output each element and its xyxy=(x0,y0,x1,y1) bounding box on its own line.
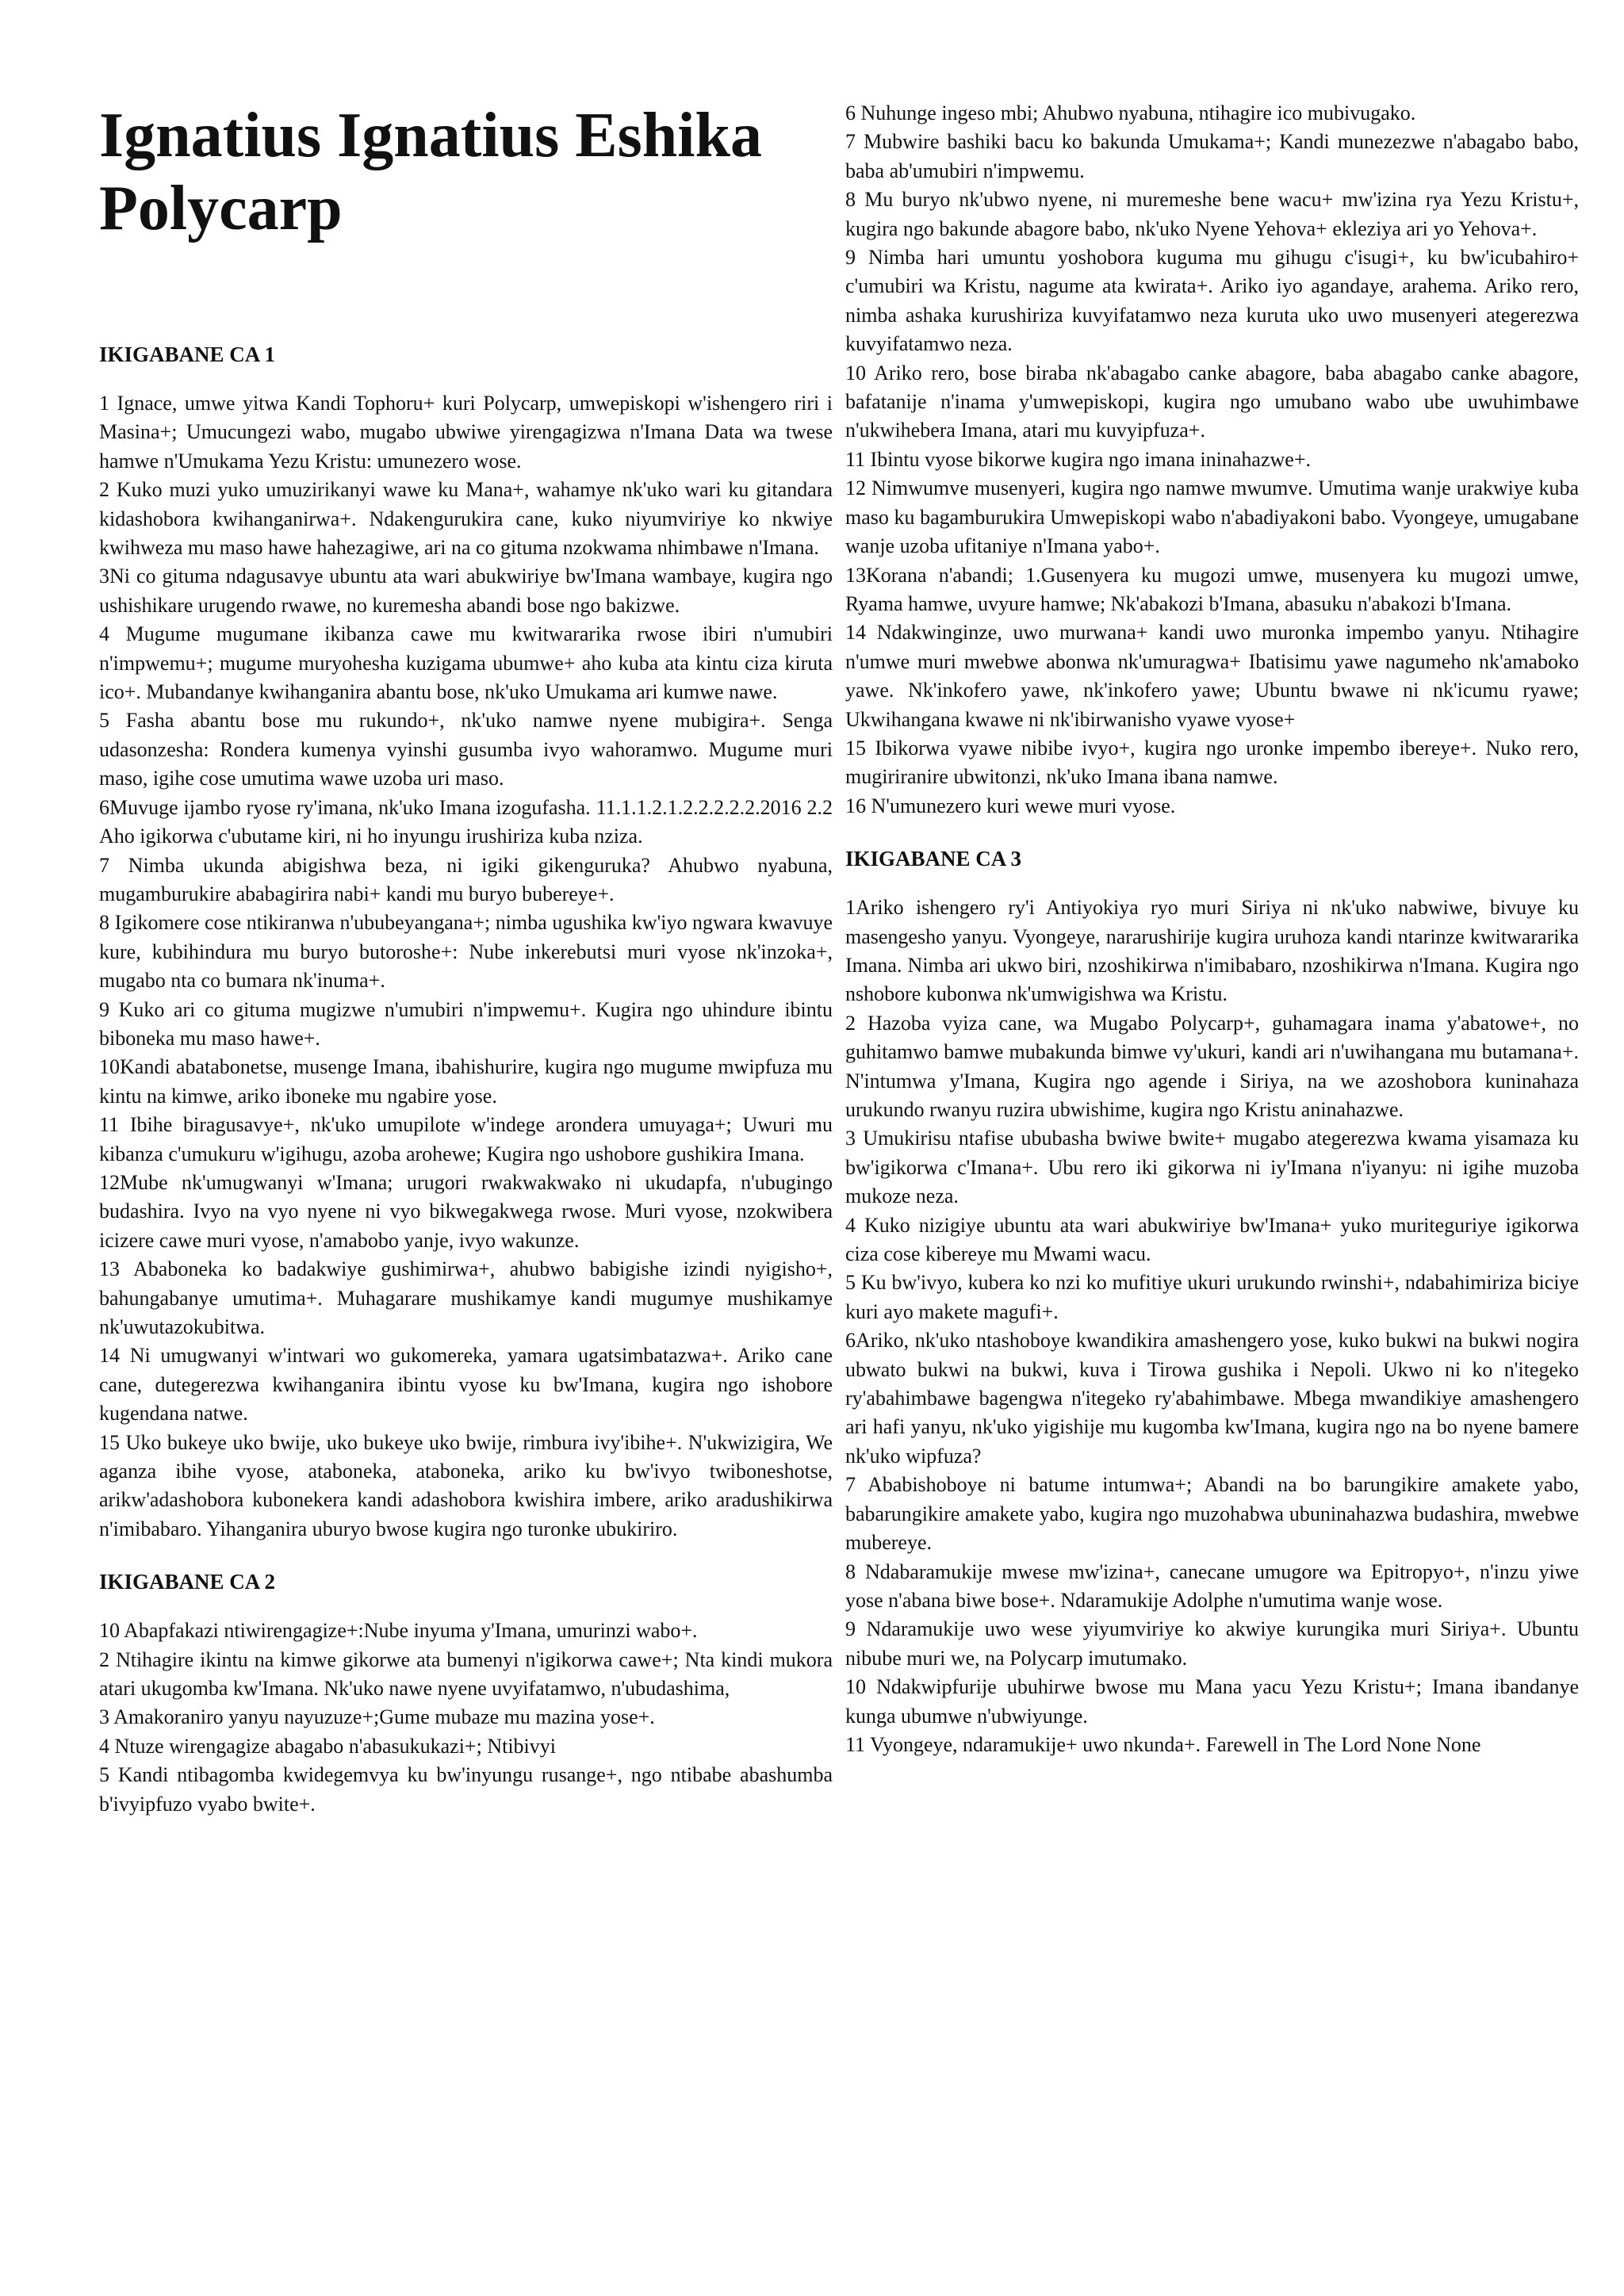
paragraph: 4 Kuko nizigiye ubuntu ata wari abukwiriye bw'Imana+ yuko muriteguriye igikorwa ciza cose kibereye mu Mwami wacu. xyxy=(845,1213,1579,1266)
section xyxy=(845,844,1579,1759)
paragraph: 9 Nimba hari umuntu yoshobora kuguma mu gihugu c'isugi+, ku bw'icubahiro+ c'umubiri wa Kristu, nagume ata kwirata+. Ariko iyo agandaye, arahema. Ariko rero, nimba ashaka kurushiriza kuvyifatamwo neza kuruta uko uwo musenyeri ategerezwa kuvyifatamwo neza. xyxy=(845,246,1579,356)
paragraph: 7 Nimba ukunda abigishwa beza, ni igiki gikenguruka? Ahubwo nyabuna, mugamburukire ababagirira nabi+ kandi mu buryo bubereye+. xyxy=(99,853,833,905)
paragraph: 9 Kuko ari co gituma mugizwe n'umubiri n'impwemu+. Kugira ngo uhindure ibintu biboneka mu maso hawe+. xyxy=(99,997,833,1050)
paragraph: 6Ariko, nk'uko ntashoboye kwandikira amashengero yose, kuko bukwi na bukwi nogira ubwato bukwi na bukwi, kuva i Tirowa gushika i Nepoli. Ukwo ni ko n'itegeko ry'abahimbawe bagengwa n'itegeko ry'abahimbawe. Mbega mwandikiye amashengero ari hafi yanyu, nk'uko yigishije mu kugomba kw'Imana, kugira ngo na bo nyene bamere nk'uko wipfuza? xyxy=(845,1329,1579,1468)
paragraph: 12 Nimwumve musenyeri, kugira ngo namwe mwumve. Umutima wanje urakwiye kuba maso ku bagamburukira Umwepiskopi wabo n'abadiyakoni babo. Vyongeye, umugabane wanje uzoba ufitaniye n'Imana yabo+. xyxy=(845,476,1579,558)
paragraph: 8 Mu buryo nk'ubwo nyene, ni muremeshe bene wacu+ mw'izina rya Yezu Kristu+, kugira ngo bakunde abagore babo, nk'uko Nyene Yehova+ ekleziya ari yo Yehova+. xyxy=(845,188,1579,240)
paragraph: 15 Ibikorwa vyawe nibibe ivyo+, kugira ngo uronke impembo ibereye+. Nuko rero, mugiriranire ubwitonzi, nk'uko Imana ibana namwe. xyxy=(845,736,1579,789)
paragraph: 14 Ndakwinginze, uwo murwana+ kandi uwo muronka impembo yanyu. Ntihagire n'umwe muri mwebwe abonwa nk'umuragwa+ Ibatisimu yawe nagumeho nk'amaboko yawe. Nk'inkofero yawe, nk'inkofero yawe; Ubuntu bwawe ni nk'icumu ryawe; Ukwihangana kwawe ni nk'ibirwanisho vyawe vyose+ xyxy=(845,621,1579,731)
paragraph: 6Muvuge ijambo ryose ry'imana, nk'uko Imana izogufasha. 11.1.1.2.1.2.2.2.2.2.2016 2.2 Aho igikorwa c'ubutame kiri, ni ho inyungu irushiriza kuba nziza. xyxy=(99,795,833,848)
section-heading: IKIGABANE CA 1 xyxy=(99,342,276,366)
paragraph: 4 Ntuze wirengagize abagabo n'abasukukazi+; Ntibivyi xyxy=(99,1734,556,1758)
paragraph: 12Mube nk'umugwanyi w'Imana; urugori rwakwakwako ni ukudapfa, n'ubugingo budashira. Ivyo na vyo nyene ni vyo bikwegakwega rwose. Muri vyose, nzokwibera icizere cawe muri vyose, n'amabobo yanje, ivyo wakunze. xyxy=(99,1170,833,1252)
paragraph: 15 Uko bukeye uko bwije, uko bukeye uko bwije, rimbura ivy'ibihe+. N'ukwizigira, We aganza ibihe vyose, ataboneka, ataboneka, ariko ku bw'ivyo twiboneshotse, arikw'adashobora kubonekera kandi adashobora kwishira imbere, ariko aradushikirwa n'imibabaro. Yihanganira uburyo bwose kugira ngo turonke ubukiriro. xyxy=(99,1430,833,1540)
paragraph: 7 Ababishoboye ni batume intumwa+; Abandi na bo barungikire amakete yabo, babarungikire amakete yabo, kugira ngo muzohabwa ubuninahazwa budashira, mwebwe mubereye. xyxy=(845,1473,1579,1555)
paragraph: 14 Ni umugwanyi w'intwari wo gukomereka, yamara ugatsimbatazwa+. Ariko cane cane, dutegerezwa kwihanganira ibintu vyose ku bw'Imana, kugira ngo ishobore kugendana natwe. xyxy=(99,1344,833,1425)
paragraph: 10 Abapfakazi ntiwirengagize+:Nube inyuma y'Imana, umurinzi wabo+. xyxy=(99,1619,698,1643)
paragraph: 5 Ku bw'ivyo, kubera ko nzi ko mufitiye ukuri urukundo rwinshi+, ndabahimiriza biciye kuri ayo makete magufi+. xyxy=(845,1271,1579,1323)
paragraph: 2 Ntihagire ikintu na kimwe gikorwe ata bumenyi n'igikorwa cawe+; Nta kindi mukora atari ukugomba kw'Imana. Nk'uko nawe nyene uvyifatamwo, n'ubudashima, xyxy=(99,1647,833,1701)
section-heading: IKIGABANE CA 2 xyxy=(99,1570,276,1594)
paragraph: 3 Umukirisu ntafise ububasha bwiwe bwite+ mugabo ategerezwa kwama yisamaza ku bw'igikorwa c'Imana+. Ubu rero iki gikorwa ni iy'Imana n'iyanyu: ni igihe muzoba mukoze neza. xyxy=(845,1127,1579,1208)
paragraph: 5 Fasha abantu bose mu rukundo+, nk'uko namwe nyene mubigira+. Senga udasonzesha: Rondera kumenya vyinshi gusumba ivyo wahoramwo. Mugume muri maso, igihe cose umutima wawe uzoba uri maso. xyxy=(99,709,833,790)
paragraph: 2 Hazoba vyiza cane, wa Mugabo Polycarp+, guhamagara inama y'abatowe+, no guhitamwo bamwe mubakunda bimwe vy'ukuri, kandi ari n'uwihangana mu butamana+. N'intumwa y'Imana, Kugira ngo agende i Siriya, na we azoshobora kuninahaza urukundo rwanyu ruzira ubwishime, kugira ngo Kristu aninahazwe. xyxy=(845,1011,1579,1121)
paragraph: 8 Igikomere cose ntikiranwa n'ububeyangana+; nimba ugushika kw'iyo ngwara kwavuye kure, kubihindura mu buryo butoroshe+: Nube inkerebutsi muri vyose nk'inzoka+, mugabo nta co bumara nk'inuma+. xyxy=(99,911,833,993)
paragraph: 10 Ndakwipfurije ubuhirwe bwose mu Mana yacu Yezu Kristu+; Imana ibandanye kunga ubumwe n'ubwiyunge. xyxy=(845,1675,1579,1728)
paragraph: 10 Ariko rero, bose biraba nk'abagabo canke abagore, baba abagabo canke abagore, bafatanije n'inama y'umwepiskopi, kugira ngo umubano wabo ube uwuhimbawe n'ukwihebera Imana, atari mu kuvyipfuza+. xyxy=(845,361,1579,442)
section xyxy=(99,340,833,1544)
section xyxy=(845,99,1579,821)
paragraph: 6 Nuhunge ingeso mbi; Ahubwo nyabuna, ntihagire ico mubivugako. xyxy=(845,101,1416,124)
section xyxy=(99,1567,833,1819)
document-title: Ignatius Ignatius Eshika Polycarp xyxy=(99,101,762,243)
paragraph: 8 Ndabaramukije mwese mw'izina+, canecane umugore wa Epitropyo+, n'inzu yiwe yose n'abana biwe bose+. Ndaramukije Adolphe n'umutima wanje wose. xyxy=(845,1559,1579,1612)
paragraph: 11 Vyongeye, ndaramukije+ uwo nkunda+. Farewell in The Lord None None xyxy=(845,1732,1481,1756)
paragraph: 16 N'umunezero kuri wewe muri vyose. xyxy=(845,794,1176,817)
right-column xyxy=(845,99,1579,1783)
paragraph: 9 Ndaramukije uwo wese yiyumviriye ko akwiye kurungika muri Siriya+. Ubuntu nibube muri we, na Polycarp imutumako. xyxy=(845,1617,1579,1670)
paragraph: 4 Mugume mugumane ikibanza cawe mu kwitwararika rwose ibiri n'umubiri n'impwemu+; mugume muryohesha kuzigama ubumwe+ aho kuba ata kintu ciza kiruta ico+. Mubandanye kwihanganira abantu bose, nk'uko Umukama ari kumwe nawe. xyxy=(99,622,833,704)
paragraph: 13 Ababoneka ko badakwiye gushimirwa+, ahubwo babigishe izindi nyigisho+, bahungabanye umutima+. Muhagarare mushikamye kandi mugumye mushikamye nk'uwutazokubitwa. xyxy=(99,1257,833,1338)
left-column xyxy=(99,99,833,1843)
paragraph: 7 Mubwire bashiki bacu ko bakunda Umukama+; Kandi munezezwe n'abagabo babo, baba ab'umubiri n'impwemu. xyxy=(845,130,1579,182)
paragraph: 3 Amakoraniro yanyu nayuzuze+;Gume mubaze mu mazina yose+. xyxy=(99,1705,655,1729)
paragraph: 1Ariko ishengero ry'i Antiyokiya ryo muri Siriya ni nk'uko nabwiwe, bivuye ku masengesho yanyu. Vyongeye, nararushirije kugira uruhoza kandi ntarinze kwitwararika Imana. Nimba ari ukwo biri, nzoshikirwa n'imibabaro, nzoshikirwa n'Imana. Kugira ngo nshobore kubonwa nk'umwigishwa wa Kristu. xyxy=(845,896,1579,1006)
paragraph: 10Kandi abatabonetse, musenge Imana, ibahishurire, kugira ngo mugume mwipfuza mu kintu na kimwe, ariko iboneke mu ngabire yose. xyxy=(99,1055,833,1108)
paragraph: 3Ni co gituma ndagusavye ubuntu ata wari abukwiriye bw'Imana wambaye, kugira ngo ushishikare urugendo rwawe, no kuremesha abandi bose ngo bakizwe. xyxy=(99,564,833,617)
paragraph: 11 Ibintu vyose bikorwe kugira ngo imana ininahazwe+. xyxy=(845,447,1311,471)
paragraph: 1 Ignace, umwe yitwa Kandi Tophoru+ kuri Polycarp, umwepiskopi w'ishengero riri i Masina+; Umucungezi wabo, mugabo ubwiwe yirengagizwa n'Imana Data wa twese hamwe n'Umukama Yezu Kristu: umunezero wose. xyxy=(99,392,833,473)
section-heading: IKIGABANE CA 3 xyxy=(845,847,1022,871)
paragraph: 11 Ibihe biragusavye+, nk'uko umupilote w'indege arondera umuyaga+; Uwuri mu kibanza c'umukuru w'igihugu, azoba arohewe; Kugira ngo ushobore gushikira Imana. xyxy=(99,1113,833,1165)
paragraph: 13Korana n'abandi; 1.Gusenyera ku mugozi umwe, musenyera ku mugozi umwe, Ryama hamwe, uvyure hamwe; Nk'abakozi b'Imana, abasuku n'abakozi b'Imana. xyxy=(845,563,1579,615)
paragraph: 5 Kandi ntibagomba kwidegemvya ku bw'inyungu rusange+, ngo ntibabe abashumba b'ivyipfuzo vyabo bwite+. xyxy=(99,1763,833,1816)
paragraph: 2 Kuko muzi yuko umuzirikanyi wawe ku Mana+, wahamye nk'uko wari ku gitandara kidashobora kwihanganirwa+. Ndakengurukira cane, kuko niyumviriye ko nkwiye kwihweza mu maso hawe hahezagiwe, ari na co gituma nzokwama nhimbawe n'Imana. xyxy=(99,478,833,560)
